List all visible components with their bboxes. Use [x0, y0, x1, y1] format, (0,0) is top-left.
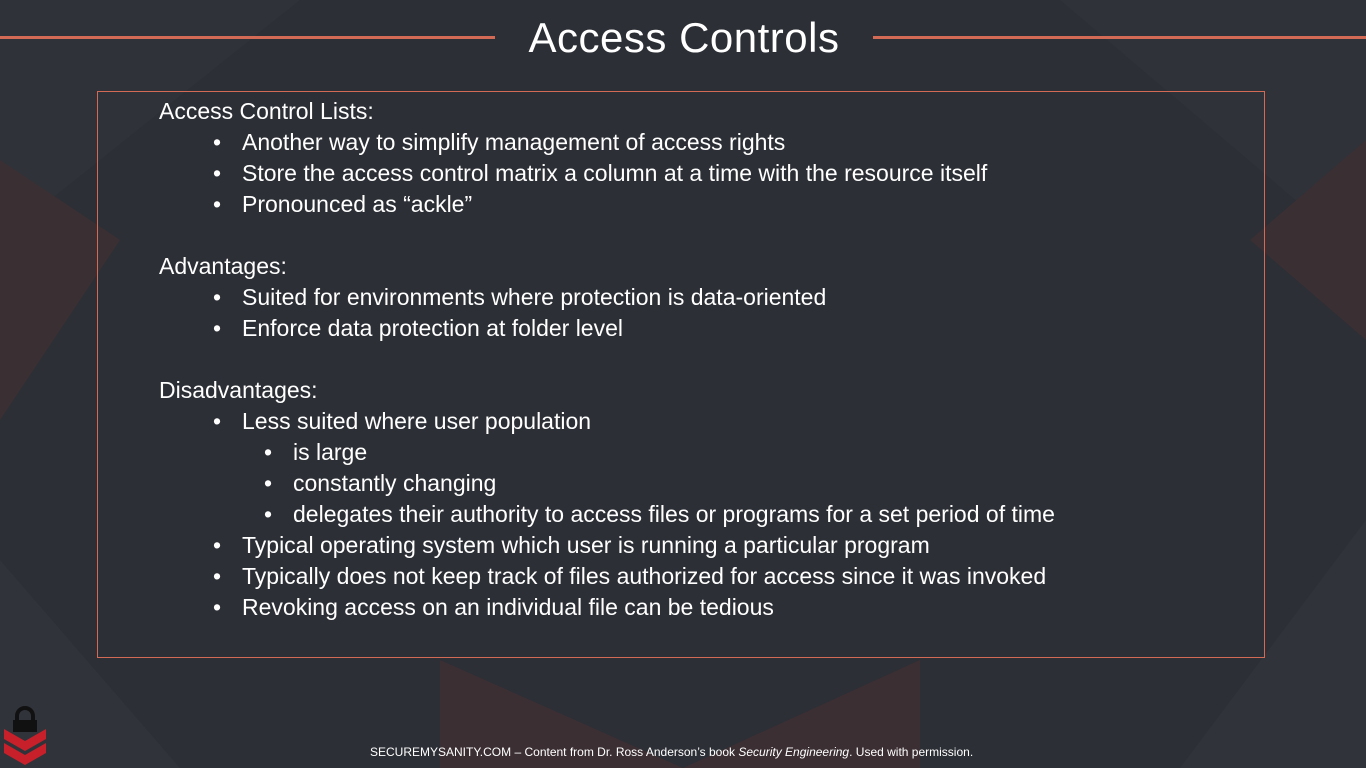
population-sublist — [242, 437, 1249, 530]
advantages-list — [159, 282, 1249, 344]
list-item — [159, 189, 1249, 220]
slide-content — [159, 96, 1249, 623]
list-item-text: Typically does not keep track of files authorized for access since it was invoked — [242, 563, 1047, 589]
acl-list — [159, 127, 1249, 220]
bullet-dot-icon: • — [213, 284, 222, 310]
list-item — [159, 158, 1249, 189]
footer-suffix: . Used with permission. — [849, 745, 974, 759]
bullet-dot-icon: • — [213, 408, 222, 434]
section-acl — [159, 96, 1249, 220]
list-item-text: Typical operating system which user is running a particular program — [242, 532, 930, 558]
footer-book-title: Security Engineering — [738, 745, 850, 759]
list-item — [159, 530, 1249, 561]
bullet-dot-icon: • — [213, 191, 222, 217]
bullet-dot-icon: • — [213, 160, 222, 186]
sub-list-item-text: delegates their authority to access files or programs for a set period of time — [293, 501, 1055, 527]
list-item-text: Less suited where user population — [242, 408, 592, 434]
list-item-text: Enforce data protection at folder level — [242, 315, 624, 341]
sub-list-item — [242, 499, 1249, 530]
lock-chevron-logo-icon — [2, 705, 48, 767]
bullet-dot-icon: • — [213, 563, 222, 589]
section-heading-acl: Access Control Lists: — [159, 98, 374, 124]
bullet-dot-icon: • — [213, 129, 222, 155]
list-item-text: Another way to simplify management of access rights — [242, 129, 786, 155]
list-item-text: Revoking access on an individual file can be tedious — [242, 594, 774, 620]
list-item — [159, 592, 1249, 623]
title-rule-right — [873, 36, 1366, 39]
list-item — [159, 313, 1249, 344]
bullet-dot-icon: • — [213, 532, 222, 558]
title-rule-left — [0, 36, 495, 39]
sub-list-item-text: constantly changing — [293, 470, 497, 496]
section-disadvantages — [159, 375, 1249, 623]
list-item-text: Store the access control matrix a column at a time with the resource itself — [242, 160, 988, 186]
bullet-dot-icon: • — [264, 501, 273, 527]
list-item — [159, 561, 1249, 592]
bullet-dot-icon: • — [264, 439, 273, 465]
spacer — [159, 220, 1249, 251]
section-heading-disadvantages: Disadvantages: — [159, 377, 318, 403]
list-item — [159, 127, 1249, 158]
sub-list-item-text: is large — [293, 439, 368, 465]
list-item-text: Pronounced as “ackle” — [242, 191, 473, 217]
spacer — [159, 344, 1249, 375]
list-item — [159, 282, 1249, 313]
section-heading-advantages: Advantages: — [159, 253, 287, 279]
slide-title: Access Controls — [528, 14, 840, 61]
section-advantages — [159, 251, 1249, 344]
list-item — [159, 406, 1249, 530]
disadvantages-list — [159, 406, 1249, 623]
bullet-dot-icon: • — [213, 594, 222, 620]
list-item-text: Suited for environments where protection is data-oriented — [242, 284, 827, 310]
bullet-dot-icon: • — [264, 470, 273, 496]
footer-prefix: SECUREMYSANITY.COM – Content from Dr. Ross Anderson’s book — [370, 745, 739, 759]
footer-credit — [370, 744, 973, 760]
sub-list-item — [242, 468, 1249, 499]
bullet-dot-icon: • — [213, 315, 222, 341]
sub-list-item — [242, 437, 1249, 468]
